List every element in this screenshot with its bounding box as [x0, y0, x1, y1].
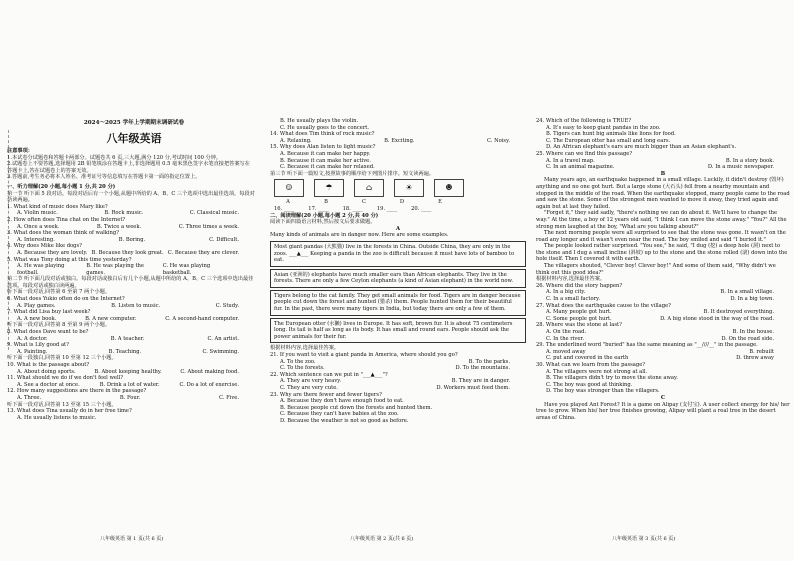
option-d: D. An African elephant's ears are much bigger than an Asian elephant's. [546, 144, 737, 151]
question-text: 27. What does the earthquake cause to the village? [536, 302, 671, 309]
option-c: C. Some people got hurt. [546, 315, 612, 322]
question-text: 4. Why does Mike like dogs? [7, 243, 82, 250]
option-d: D. In a music newspaper. [707, 164, 774, 171]
option-c: C. put and covered in the earth [546, 355, 629, 362]
question-text: 6. What does Yukio often do on the Internet? [7, 296, 125, 303]
option-b: B. About keeping healthy. [94, 368, 162, 375]
answer-blank: 17. ____ [308, 205, 329, 212]
option-b: B. They are in danger. [451, 378, 510, 385]
question-text: 11. What should we do if we don't feel well? [7, 375, 124, 382]
question-text: 14. What does Tim think of rock music? [270, 131, 375, 138]
picture-label: A [286, 199, 290, 206]
option-c: C. Because they are clever. [167, 249, 239, 256]
option-b: B. Tigers can hunt big animals like lions for food. [546, 131, 676, 138]
question-5 [7, 257, 255, 277]
option-c: C. They are very cute. [280, 385, 338, 391]
passage-box-elephants: Asian (亚洲的) elephants have much smaller ears than African elephants. They live in the forests. There are only a few Ceylon elephants (a kind of Asian elephant) in the world now. [270, 269, 526, 288]
option-c: C. About making food. [180, 368, 239, 375]
option-a: A. In a big city. [546, 289, 586, 296]
option-c: C. Swimming. [202, 348, 239, 355]
option-b: B. Because they look great. [91, 249, 164, 256]
option-c: C. He was playing basketball. [162, 263, 211, 276]
question-text: 23. Why are there fewer and fewer tigers? [270, 391, 382, 398]
question-text: 3. What does the woman think of walking? [7, 230, 119, 237]
people-picture-icon: ☺ [274, 179, 304, 197]
option-b: B. Twice a week. [96, 223, 142, 230]
passage-a-label: A [395, 225, 401, 232]
option-d: D. Workers must feed them. [436, 385, 510, 391]
question-3 [7, 230, 255, 243]
option-a: A. On the road. [546, 329, 587, 335]
question-text: 1. What kind of music does Mary like? [7, 203, 108, 210]
picture-label: C [362, 199, 366, 206]
question-text: 8. What does Dave want to be? [7, 329, 89, 336]
question-7 [7, 309, 255, 322]
option-a: A. Three. [17, 394, 42, 401]
notice-2: 2.试题卷上不要答题,选择题用 2B 铅笔填涂在答题卡上,非选择题用 0.5 毫米黑色签字水笔直接把答案写在答题卡上,答在试题卷上的答案无效。 [7, 161, 250, 174]
option-c: C. A second-hand computer. [165, 315, 239, 322]
part-2-instructions: 第二节 听下面几段对话或独白。每段对话或独白后有几个小题,从题中所给的 A、B、C 三个选项中选出最佳选项。每段对话或独白读两遍。 [7, 276, 254, 289]
option-c: C. In an animal magazine. [546, 164, 615, 171]
option-b: B. Rock music. [104, 210, 144, 217]
option-d: D. On the road side. [721, 335, 774, 342]
notice-title: 注意事项： [7, 148, 33, 154]
option-a: A. To the zoo. [280, 358, 316, 365]
option-c: C. Because it can make her relaxed. [280, 164, 375, 171]
question-13 [7, 408, 255, 421]
option-c: C. The boy was good at thinking. [546, 381, 633, 388]
picture-label: B [324, 199, 328, 206]
question-15 [270, 144, 526, 170]
question-22 [270, 372, 526, 392]
option-a: A. Because it can make her happy. [280, 150, 371, 157]
picture-labels [274, 199, 526, 206]
option-b: B. Listen to music. [111, 302, 161, 309]
option-a: A. Painting. [17, 348, 48, 355]
sun-picture-icon: ☀ [394, 179, 424, 197]
question-text: 22. Which sentence can we put in "___▲___"? [270, 371, 388, 378]
option-a: A. It's easy to keep giant pandas in the zoo. [546, 124, 661, 131]
option-c: C. Because they can't have babies at the zoo. [280, 411, 399, 418]
section-2-description: 阅读下面四篇语言材料,然后按文后要求做题。 [270, 219, 376, 226]
question-text: 28. Where was the stone at last? [536, 322, 622, 329]
page2-column [270, 118, 526, 425]
option-c: C. In the river. [546, 335, 584, 342]
option-c: C. The European otter has small and long ears. [546, 137, 671, 144]
option-c: C. Difficult. [209, 236, 239, 243]
section-1-title: 一、听力理解(20 小题,每小题 1 分,共 20 分) [7, 183, 116, 190]
option-a: A. Interesting. [17, 236, 55, 243]
passage-a-note: 根据材料内容,选择最佳答案。 [270, 345, 340, 352]
option-d: D. Because the weather is not so good as before. [280, 417, 409, 424]
question-30 [536, 362, 790, 395]
option-b: B. Exciting. [384, 137, 415, 144]
question-text: 7. What did Lisa buy last week? [7, 309, 91, 316]
option-b: B. Drink a lot of water. [99, 381, 160, 388]
question-2 [7, 217, 255, 230]
option-b: B. Boring. [118, 236, 146, 243]
option-b: B. In a story book. [725, 157, 774, 164]
option-b: B. Teaching. [108, 348, 142, 355]
question-text: 2. How often does Tina chat on the Internet? [7, 216, 126, 223]
option-b: B. It destroyed everything. [703, 309, 774, 316]
option-b: B. Four. [119, 394, 141, 401]
question-text: 15. Why does Alan listen to light music? [270, 144, 376, 151]
answer-blank: 19. ____ [376, 205, 398, 212]
option-c: C. Noisy. [487, 137, 510, 144]
question-text: 13. What does Tina usually do in her free time? [7, 408, 132, 415]
option-a: A. He was playing football. [17, 263, 65, 276]
question-24 [536, 118, 790, 151]
option-b: B. A teacher. [110, 335, 145, 342]
sub-instruction-3: 听下面一段独白,回答第 10 至第 12 三个小题。 [7, 355, 117, 362]
option-b: B. A new computer. [85, 315, 137, 322]
page-2-footer: 八年级英语 第 2 页(共 6 页) [350, 536, 414, 542]
option-d: D. The boy was stronger than the villagers. [546, 388, 660, 395]
question-text: 9. What is Lily good at? [7, 342, 69, 349]
option-a: A. He usually listens to music. [17, 414, 97, 421]
question-14 [270, 131, 526, 144]
question-4 [7, 243, 255, 256]
passage-c-paragraph: Have you played Ant Forest? It is a game on Alipay (支付宝). A user collect energy for his/ her tree to grow. When his/ her tree finishes growing, Alipay will plant a real tree in the desert areas of China. [536, 401, 790, 421]
question-8 [7, 329, 255, 342]
question-29 [536, 342, 790, 362]
sub-instruction-4: 听下面一段对话,回答第 13 至第 15 三个小题。 [7, 401, 117, 408]
option-c: C. He usually goes to the concert. [280, 124, 370, 131]
option-b: B. rebuilt [749, 348, 774, 355]
option-a: A. About doing sports. [17, 368, 76, 375]
passage-box-tigers: Tigers belong to the cat family. They get small animals for food. Tigers are in danger because people cut down the forest and hunted (猎杀) them. People hunted them for their beautiful fur. In the past, there were many tigers in India, but today there are only a few of them. [270, 290, 526, 316]
passage-b-note: 根据材料内容,选择最佳答案。 [536, 276, 606, 283]
section-2-title: 二、阅读理解(20 小题,每小题 2 分,共 40 分) [270, 212, 379, 219]
question-28 [536, 322, 790, 342]
option-c: C. Do a lot of exercise. [179, 381, 239, 388]
question-10 [7, 362, 255, 375]
option-a: A. Many people got hurt. [546, 309, 612, 316]
answer-blank: 20. ____ [411, 205, 432, 212]
question-text: 21. If you want to visit a giant panda in America, where should you go? [270, 352, 458, 359]
answer-blank: 16. ____ [274, 205, 295, 212]
passage-a-intro: Many kinds of animals are in danger now. Here are some examples. [270, 232, 449, 239]
option-d: D. To the mountains. [455, 365, 510, 372]
option-a: A. See a doctor at once. [17, 381, 80, 388]
option-a: A. They are very heavy. [280, 378, 342, 385]
option-d: D. In a big town. [730, 296, 774, 303]
question-21 [270, 352, 526, 372]
option-a: A. moved away [546, 348, 586, 355]
passage-b-paragraph: "Forget it," they said sadly, "there's nothing we can do about it. We'll have to change the way." At the time, a boy of 12 years old said, "I think I can move the stone away." "You?" All the strong men laughed at the boy, "What are you talking about?" [536, 210, 787, 230]
notice-1: 1.本试卷分试题卷和答题卡两部分。试题卷共 6 页,三大题,满分 120 分,考试时间 100 分钟。 [7, 154, 222, 161]
picture-row [274, 179, 526, 197]
option-b: B. The villagers didn't try to move the stone away. [546, 375, 678, 382]
option-c: C. Study. [215, 302, 239, 309]
option-a: A. A doctor. [17, 335, 48, 342]
passage-box-pandas: Most giant pandas (大熊猫) live in the forests in China. Outside China, they are only in the zoos. ___▲___ Keeping a panda in the zoo is difficult because it must have lots of bamboo to eat. [270, 241, 526, 267]
question-27 [536, 303, 790, 323]
question-text: 5. What was Tony doing at this time yesterday? [7, 256, 132, 263]
question-text: 10. What is the passage about? [7, 362, 90, 368]
question-11 [7, 375, 255, 388]
question-23 [270, 392, 526, 425]
question-text: 30. What can we learn from the passage? [536, 361, 646, 368]
question-text: 29. The underlined word "buried" has the same meaning as "__////__" in the passage. [536, 342, 758, 349]
option-c: C. Three times a week. [178, 223, 239, 230]
sub-instruction-2: 听下面一段对话,回答第 8 至第 9 两个小题。 [7, 322, 111, 329]
notice-3: 3.答题前,考生务必将本人姓名、准考证号等信息填写在答题卡第一面的指定位置上。 [7, 174, 201, 181]
rain-picture-icon: ☂ [314, 179, 344, 197]
option-a: A. In a travel map. [546, 157, 595, 164]
question-text: 12. How many suggestions are there in the passage? [7, 388, 147, 395]
passage-b-paragraph: The next morning people were all surprised to see that the stone was gone. It wasn't on the road any longer and it wasn't even near the road. The boy smiled and said "I buried it." [536, 230, 786, 243]
option-a: A. Because they don't have enough food to eat. [280, 398, 404, 405]
option-b: B. In a small village. [720, 289, 774, 296]
option-a: A. Violin music. [17, 210, 58, 217]
part-1-instructions: 第一节 听下面 5 段对话。每段对话后有一个小题,从题中所给的 A、B、C 三个选项中选出最佳选项。每段对话读两遍。 [7, 190, 255, 204]
face-picture-icon: ☻ [434, 179, 464, 197]
question-text: 24. Which of the following is TRUE? [536, 118, 632, 124]
question-text: 26. Where did the story happen? [536, 282, 623, 289]
option-c: C. To the forests. [280, 365, 325, 372]
passage-b-paragraph: Many years ago, an earthquake happened in a small village. Luckily, it didn't destroy (毁坏) anything and no one got hurt. But a large stone (大石头) fell from a nearby mountain and stopped in the middle of the road. When the earthquake stopped, many people came to the road and saw the stone. Some of the strongest men wanted to move it away, they tried again and again but at last they failed. [536, 177, 790, 210]
question-6 [7, 296, 255, 309]
passage-c-label: C [660, 394, 666, 401]
option-c: C. Classical music. [189, 210, 239, 217]
option-c: C. In a small factory. [546, 296, 600, 303]
question-25 [536, 151, 790, 171]
sub-instruction-1: 听下面一段对话,回答第 6 至第 7 两个小题。 [7, 289, 111, 296]
option-b: B. He usually plays the violin. [280, 118, 359, 124]
page-1-footer: 八年级英语 第 1 页(共 6 页) [100, 536, 164, 542]
part-3-instructions: 第三节 听下面一篇短文,按照故事的顺序给下列图片排序。短文读两遍。 [270, 170, 435, 177]
option-b: B. Because people cut down the forests and hunted them. [280, 404, 433, 411]
picture-label: E [438, 199, 442, 206]
question-12 [7, 388, 255, 401]
option-b: B. Because it can make her active. [280, 157, 371, 164]
passage-b-paragraph: The villagers shouted, "Clever boy! Clever boy!" And some of them said, "Why didn't we think out this good idea?" [536, 263, 776, 276]
option-a: A. Because they are lovely. [17, 249, 88, 256]
question-9 [7, 342, 255, 355]
page1-column [7, 148, 255, 421]
option-b: B. To the parks. [468, 358, 510, 365]
option-a: A. Relaxing. [280, 137, 312, 144]
question-text: 25. Where can we find this passage? [536, 150, 633, 157]
option-a: A. Play games. [17, 302, 56, 309]
option-a: A. Once a week. [17, 223, 60, 230]
option-b: B. In the house. [732, 329, 774, 335]
exam-title: 八年级英语 [106, 132, 162, 145]
option-d: D. A big stone stood in the way of the road. [660, 315, 774, 322]
option-a: A. The villagers were not strong at all. [546, 368, 648, 375]
passage-b-paragraph: The people looked rather surprised. "You see," he said, "I dug (挖) a deep hole (洞) next to the stone and I dug a small incline (斜坡) up to the stone and the stone rolled (滚) down into the hole itself. Then I covered it with earth. [536, 243, 788, 263]
option-d: D. threw away [736, 355, 774, 362]
passage-box-otter: The European otter (水獭) lives in Europe. It has soft, brown fur. It is about 75 centimeters long. Its tail is half as long as its body. It has small and round ears. People should ask the power animals for their fur. [270, 318, 526, 344]
answer-blank: 18. ____ [342, 205, 363, 212]
page3-column [536, 118, 790, 421]
exam-header: 2024～2025 学年上学期期末调研试卷 [83, 120, 185, 126]
option-a: A. A new book. [17, 315, 57, 322]
passage-b-label: B [660, 170, 666, 177]
option-c: C. An artist. [207, 335, 239, 342]
picture-label: D [399, 199, 405, 206]
option-b: B. He was playing the games. [86, 263, 144, 276]
house-picture-icon: ⌂ [354, 179, 384, 197]
option-c: C. Five. [218, 394, 239, 401]
page-3-footer: 八年级英语 第 3 页(共 6 页) [612, 536, 676, 542]
answer-blanks [274, 206, 526, 213]
question-1 [7, 204, 255, 217]
question-26 [536, 283, 790, 303]
